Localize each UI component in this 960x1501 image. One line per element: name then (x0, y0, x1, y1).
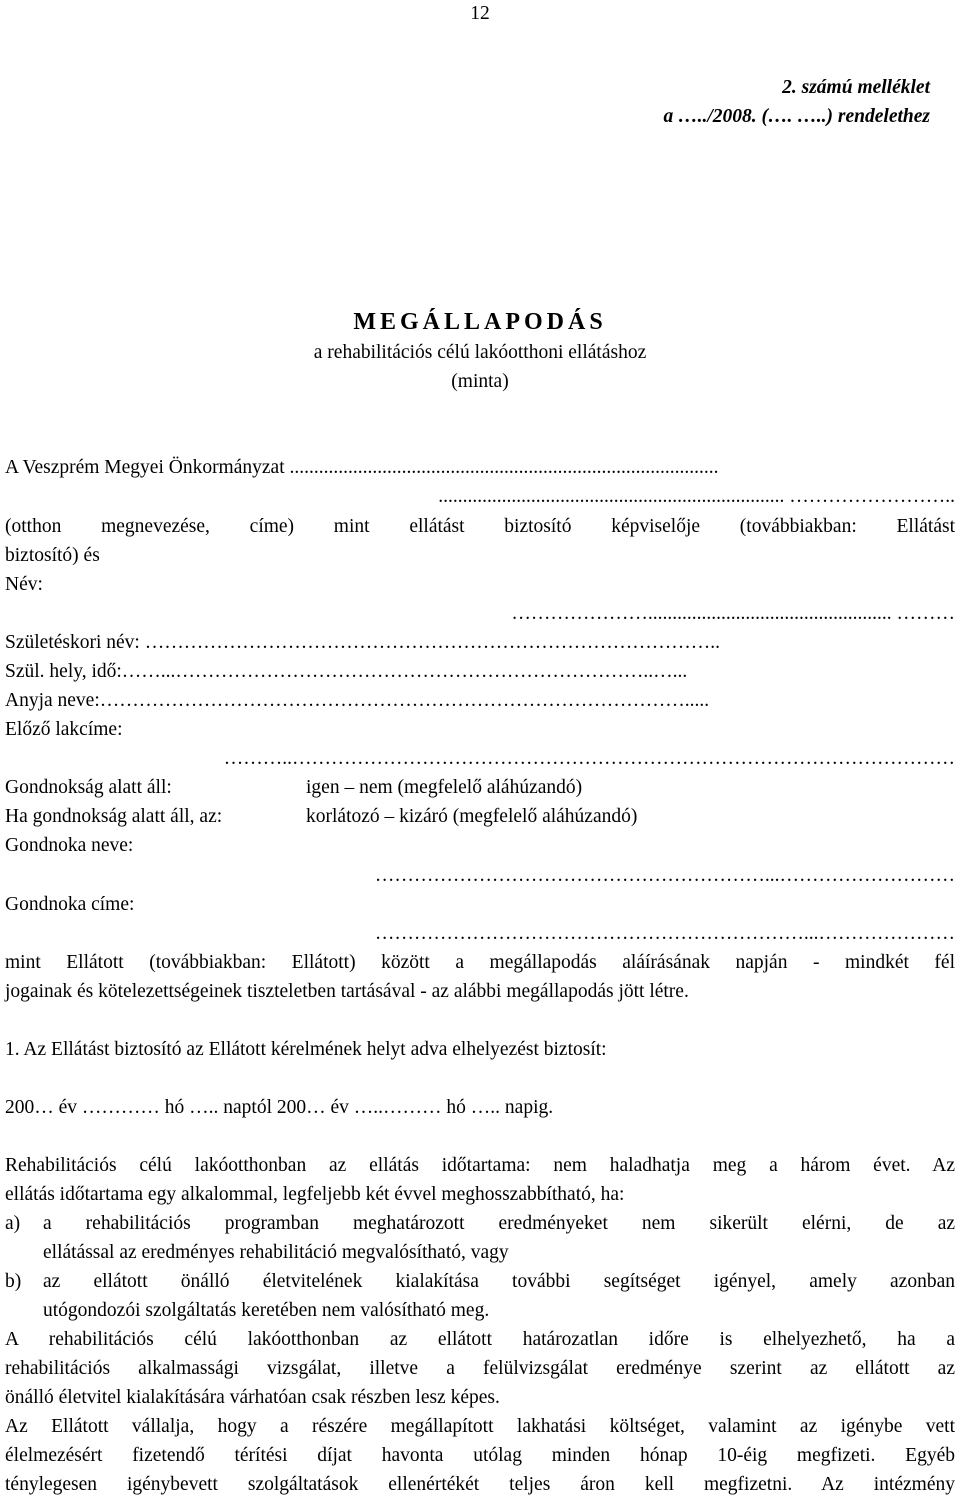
name-field: ………………….................................................. ……… (511, 604, 955, 624)
list-marker-b: b) (5, 1271, 22, 1292)
annex-line-2: a …../2008. (…. …..) rendelethez (663, 106, 930, 127)
document-subtitle: a rehabilitációs célú lakóotthoni ellátáshoz (313, 342, 647, 363)
duration-para-line-2: ellátás időtartama egy alkalommal, legfeljebb két évvel meghosszabbítható, ha: (5, 1184, 625, 1205)
birth-name-field: Születéskori név: …………………………………………………………………………….. (5, 633, 720, 653)
intro-line-1: A Veszprém Megyei Önkormányzat ........................................................................................ (5, 457, 719, 478)
guardian-address-label: Gondnoka címe: (5, 894, 135, 915)
dates-line: 200… év ………… hó ….. naptól 200… év …..……… hó ….. napig. (5, 1097, 554, 1118)
page-number: 12 (470, 3, 490, 24)
intro-line-4: biztosító) és (5, 545, 100, 566)
guardian-address-field: …………………………………………………………...………………… (374, 924, 955, 944)
payment-para-line-2: élelmezésért fizetendő térítési díjat havonta utólag minden hónap 10-éig megfizeti. Egyéb (5, 1445, 955, 1466)
intro-line-3: (otthon megnevezése, címe) mint ellátást biztosító képviselője (továbbiakban: Ellátást (5, 516, 955, 537)
payment-para-line-3: ténylegesen igénybevett szolgáltatások ellenértékét teljes áron kell megfizetni. Az intézmény (5, 1474, 955, 1495)
document-subtitle-sample: (minta) (451, 371, 509, 392)
prev-address-label: Előző lakcíme: (5, 719, 123, 740)
indefinite-para-line-2: rehabilitációs alkalmassági vizsgálat, illetve a felülvizsgálat eredménye szerint az ellátott az (5, 1358, 955, 1379)
payment-para-line-1: Az Ellátott vállalja, hogy a részére megállapított lakhatási költséget, valamint az igénybe vett (5, 1416, 955, 1437)
list-item-a-line-2: ellátással az eredményes rehabilitáció megvalósítható, vagy (43, 1242, 509, 1263)
guardianship-value: igen – nem (megfelelő aláhúzandó) (306, 777, 583, 798)
guardian-name-field: ……………………………………………………...……………………… (374, 866, 955, 886)
document-title: MEGÁLLAPODÁS (353, 309, 607, 335)
birth-place-field: Szül. hely, idő:……...………………………………………………………………..…... (5, 662, 688, 682)
guardianship-type-value: korlátozó – kizáró (megfelelő aláhúzandó) (306, 806, 638, 827)
indefinite-para-line-1: A rehabilitációs célú lakóotthonban az ellátott határozatlan időre is elhelyezhető, ha a (5, 1329, 955, 1350)
prev-address-field: ………..………………………………………………………………………………………… (223, 749, 955, 769)
list-item-a-line-1: a rehabilitációs programban meghatározott eredményeket nem sikerült elérni, de az (43, 1213, 955, 1234)
clause-1: 1. Az Ellátást biztosító az Ellátott kérelmének helyt adva elhelyezést biztosít: (5, 1039, 607, 1060)
list-item-b-line-1: az ellátott önálló életvitelének kialakítása további segítséget igényel, amely azonban (43, 1271, 955, 1292)
agreement-para-line-2: jogainak és kötelezettségeinek tiszteletben tartásával - az alábbi megállapodás jött létre. (5, 981, 689, 1002)
intro-line-2: ....................................................................... …………………….. (438, 487, 955, 507)
guardianship-label: Gondnokság alatt áll: (5, 777, 172, 798)
annex-line-1: 2. számú melléklet (782, 77, 930, 98)
list-marker-a: a) (5, 1213, 21, 1234)
list-item-b-line-2: utógondozói szolgáltatás keretében nem valósítható meg. (43, 1300, 490, 1321)
guardianship-type-label: Ha gondnokság alatt áll, az: (5, 806, 223, 827)
mother-name-field: Anyja neve:………………………………………………………………………………..... (5, 691, 710, 711)
guardian-name-label: Gondnoka neve: (5, 835, 134, 856)
agreement-para-line-1: mint Ellátott (továbbiakban: Ellátott) között a megállapodás aláírásának napján - mindkét fél (5, 952, 955, 973)
duration-para-line-1: Rehabilitációs célú lakóotthonban az ellátás időtartama: nem haladhatja meg a három évet. Az (5, 1155, 955, 1176)
indefinite-para-line-3: önálló életvitel kialakítására várhatóan csak részben lesz képes. (5, 1387, 500, 1408)
name-label: Név: (5, 574, 43, 595)
